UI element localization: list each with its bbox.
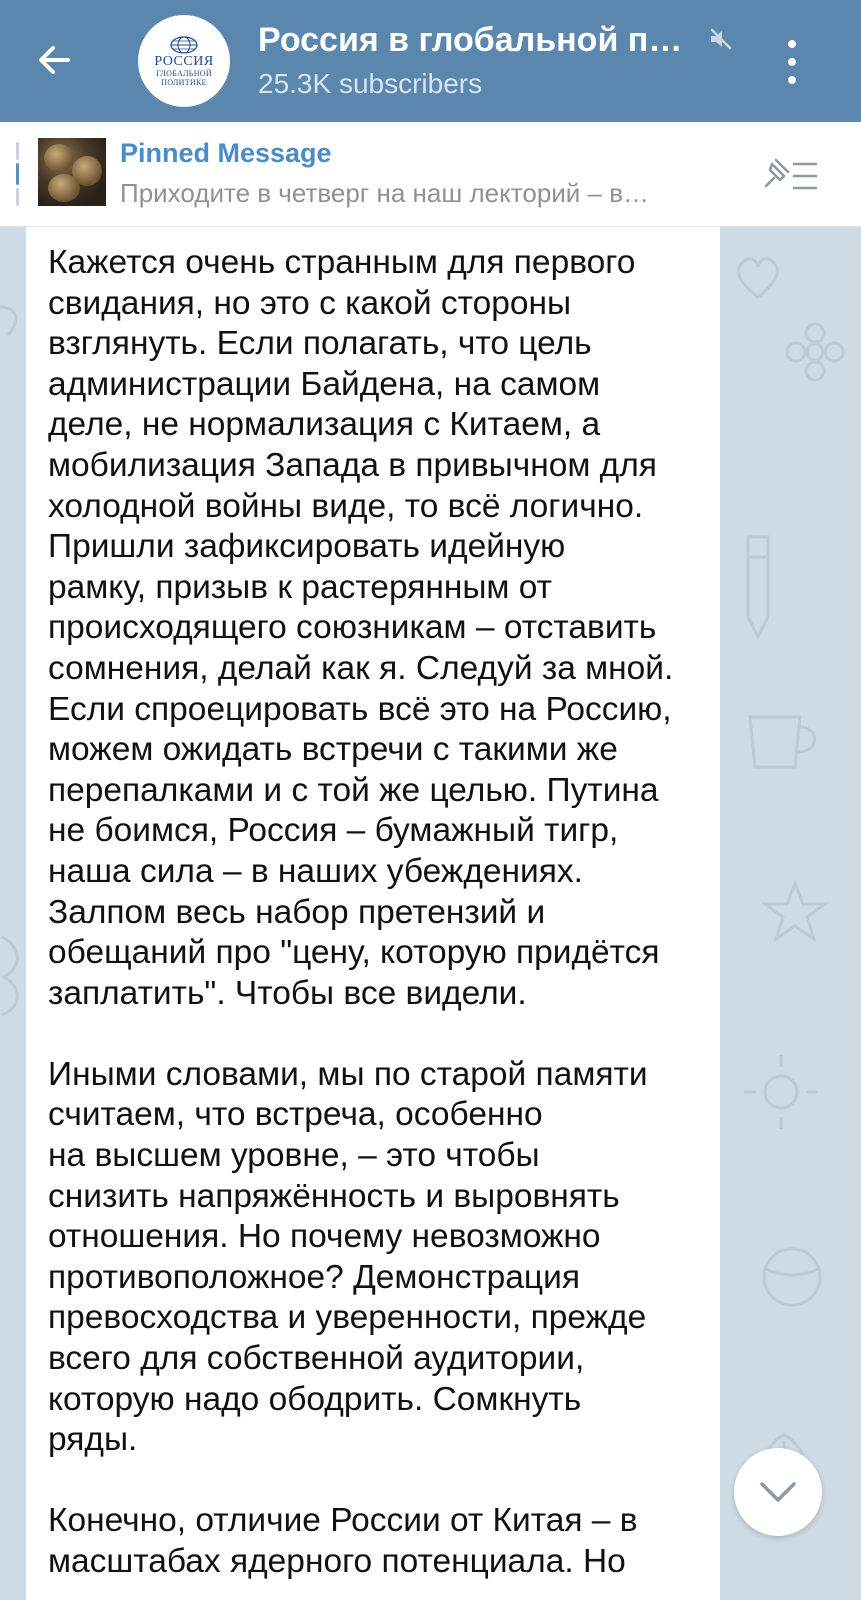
message-line: администрации Байдена, на самом — [48, 365, 601, 403]
message-text — [48, 243, 706, 1583]
message-line: рамку, призыв к растерянным от — [48, 568, 552, 606]
message-line: происходящего союзникам – отставить — [48, 609, 657, 647]
message-line: считаем, что встреча, особенно — [48, 1096, 543, 1134]
doodle-cup-icon — [740, 697, 830, 777]
message-line: Иными словами, мы по старой памяти — [48, 1055, 648, 1093]
muted-speaker-icon — [708, 26, 734, 52]
message-line: Если спроецировать всё это на Россию, — [48, 690, 672, 728]
arrow-left-icon — [34, 40, 74, 80]
unpin-list-icon — [760, 152, 822, 200]
pinned-thumbnail — [38, 138, 106, 206]
doodle-star-icon — [760, 877, 830, 947]
message-line: противоположное? Демонстрация — [48, 1258, 580, 1296]
message-line: Кажется очень странным для первого — [48, 244, 636, 281]
message-line: ряды. — [48, 1421, 138, 1459]
message-line: масштабах ядерного потенциала. Но — [48, 1543, 626, 1580]
pin-indicator-segment-active — [16, 163, 19, 185]
pinned-label: Pinned Message — [120, 138, 332, 168]
message-line: можем ожидать встречи с такими же — [48, 731, 618, 769]
avatar-logo-line3: ПОЛИТИКЕ — [161, 77, 207, 87]
message-paragraph — [48, 243, 706, 1014]
message-line: холодной войны виде, то всё логично. — [48, 487, 644, 525]
message-line: заплатить". Чтобы все видели. — [48, 974, 527, 1012]
doodle-swirl-icon — [0, 927, 26, 1017]
pinned-position-indicator — [16, 142, 19, 206]
doodle-sun-icon — [736, 1047, 826, 1137]
globe-logo-icon — [169, 36, 199, 54]
avatar-logo-line1: РОССИЯ — [154, 53, 214, 69]
message-bubble[interactable] — [26, 227, 720, 1600]
message-line: превосходства и уверенности, прежде — [48, 1299, 647, 1337]
paragraph-gap — [48, 1461, 706, 1502]
pinned-message-bar[interactable] — [0, 122, 861, 227]
message-line: обещаний про "цену, которую придётся — [48, 934, 660, 972]
back-button[interactable] — [30, 36, 78, 84]
message-line: снизить напряжённость и выровнять — [48, 1177, 620, 1215]
message-line: всего для собственной аудитории, — [48, 1340, 585, 1378]
unpin-list-button[interactable] — [760, 152, 822, 200]
paragraph-gap — [48, 1014, 706, 1055]
avatar-logo-line2: ГЛОБАЛЬНОЙ — [156, 68, 212, 78]
message-paragraph — [48, 1501, 706, 1582]
message-line: Пришли зафиксировать идейную — [48, 528, 566, 566]
more-options-button[interactable] — [776, 40, 808, 84]
doodle-ball-icon — [752, 1237, 832, 1317]
chat-header — [0, 0, 861, 122]
message-line: не боимся, Россия – бумажный тигр, — [48, 812, 619, 850]
message-line: Конечно, отличие России от Китая – в — [48, 1502, 638, 1540]
message-line: мобилизация Запада в привычном для — [48, 446, 657, 484]
subscriber-count: 25.3K subscribers — [258, 68, 483, 99]
scroll-to-bottom-button[interactable] — [734, 1448, 822, 1536]
message-line: отношения. Но почему невозможно — [48, 1218, 601, 1256]
message-line: на высшем уровне, – это чтобы — [48, 1137, 540, 1175]
channel-avatar[interactable] — [138, 15, 230, 107]
pinned-text: Приходите в четверг на наш лекторий – в… — [120, 178, 650, 208]
pin-indicator-segment — [16, 188, 19, 206]
pin-indicator-segment — [16, 142, 19, 160]
message-line: Залпом весь набор претензий и — [48, 893, 546, 931]
more-vertical-icon-dot — [788, 76, 796, 84]
message-line: деле, не нормализация с Китаем, а — [48, 406, 601, 444]
message-line: сомнения, делай как я. Следуй за мной. — [48, 649, 674, 687]
more-vertical-icon-dot — [788, 58, 796, 66]
doodle-heart-icon — [728, 247, 788, 307]
more-vertical-icon-dot — [788, 40, 796, 48]
doodle-flower-icon — [780, 317, 850, 387]
chevron-down-icon — [756, 1478, 800, 1506]
doodle-pencil-icon — [728, 527, 788, 647]
message-line: которую надо ободрить. Сомкнуть — [48, 1380, 582, 1418]
channel-title[interactable]: Россия в глобальной п… — [258, 21, 683, 59]
message-line: взглянуть. Если полагать, что цель — [48, 325, 592, 363]
message-line: свидания, но это с какой стороны — [48, 284, 572, 322]
doodle-heart-icon — [0, 287, 26, 347]
chat-background — [0, 227, 861, 1600]
message-line: перепалками и с той же целью. Путина — [48, 771, 659, 809]
message-line: наша сила – в наших убеждениях. — [48, 852, 583, 890]
message-paragraph — [48, 1055, 706, 1461]
